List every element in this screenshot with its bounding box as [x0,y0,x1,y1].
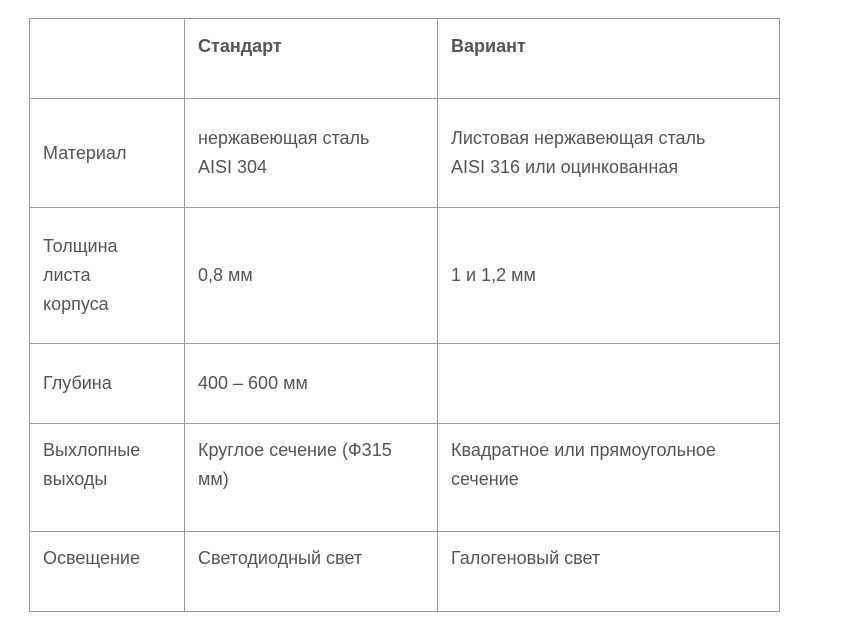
row-variant-value: Галогеновый свет [438,532,780,612]
table-row-thickness [30,208,780,344]
row-label: Освещение [30,532,185,612]
row-variant-value: Квадратное или прямоугольное сечение [438,424,780,532]
table-header-row [30,19,780,99]
row-standard-value: 0,8 мм [185,208,438,344]
row-label: Выхлопные выходы [30,424,185,532]
table-row-lighting [30,532,780,612]
table-row-exhaust [30,424,780,532]
row-label: Глубина [30,344,185,424]
table-row-depth [30,344,780,424]
row-variant-value: 1 и 1,2 мм [438,208,780,344]
row-label: Материал [30,99,185,208]
row-standard-value: Светодиодный свет [185,532,438,612]
row-variant-value: Листовая нержавеющая сталь AISI 316 или оцинкованная [438,99,780,208]
row-variant-value [438,344,780,424]
header-variant: Вариант [438,19,780,99]
table-row-material [30,99,780,208]
header-standard: Стандарт [185,19,438,99]
header-corner-cell [30,19,185,99]
row-standard-value: Круглое сечение (Ф315 мм) [185,424,438,532]
row-standard-value: 400 – 600 мм [185,344,438,424]
row-label: Толщина листа корпуса [30,208,185,344]
spec-comparison-table [29,18,780,612]
row-standard-value: нержавеющая сталь AISI 304 [185,99,438,208]
